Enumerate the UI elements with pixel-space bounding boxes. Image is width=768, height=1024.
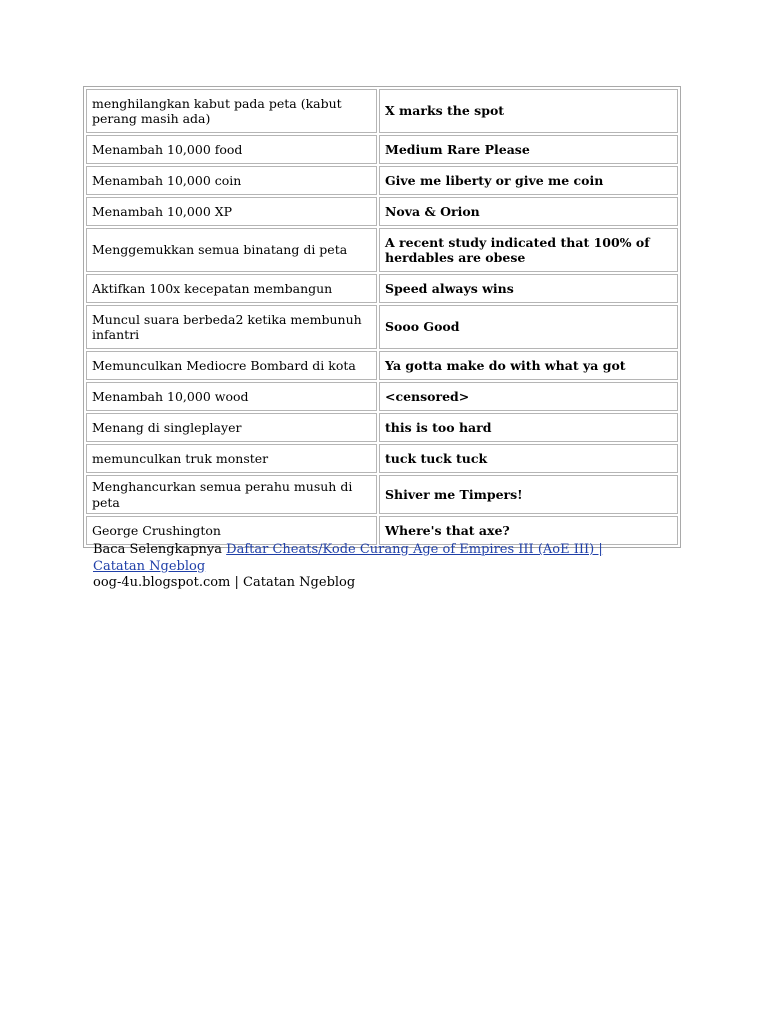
read-more-prefix: Baca Selengkapnya xyxy=(93,542,227,557)
cheat-description: memunculkan truk monster xyxy=(86,444,377,473)
cheat-description: Menggemukkan semua binatang di peta xyxy=(86,228,377,272)
cheat-description: George Crushington xyxy=(86,516,377,545)
cheat-description: Menambah 10,000 wood xyxy=(86,382,377,411)
cheat-description: Memunculkan Mediocre Bombard di kota xyxy=(86,351,377,380)
cheat-description: Aktifkan 100x kecepatan membangun xyxy=(86,274,377,303)
table-row xyxy=(86,305,678,349)
cheat-code: Speed always wins xyxy=(379,274,678,303)
table-row xyxy=(86,444,678,473)
source-article-link[interactable]: Daftar Cheats/Kode Curang Age of Empires III (AoE III) | Catatan Ngeblog xyxy=(93,542,603,574)
table-row xyxy=(86,135,678,164)
cheat-code: Where's that axe? xyxy=(379,516,678,545)
cheat-table xyxy=(83,86,681,548)
table-row xyxy=(86,475,678,514)
cheat-description: Menghancurkan semua perahu musuh di peta xyxy=(86,475,377,514)
table-row xyxy=(86,89,678,133)
table-row xyxy=(86,166,678,195)
cheat-description: menghilangkan kabut pada peta (kabut perang masih ada) xyxy=(86,89,377,133)
cheat-code: Give me liberty or give me coin xyxy=(379,166,678,195)
table-row xyxy=(86,516,678,545)
cheat-code: Nova & Orion xyxy=(379,197,678,226)
cheat-description: Menambah 10,000 coin xyxy=(86,166,377,195)
cheat-description: Muncul suara berbeda2 ketika membunuh infantri xyxy=(86,305,377,349)
cheat-code: this is too hard xyxy=(379,413,678,442)
cheat-description: Menambah 10,000 food xyxy=(86,135,377,164)
cheat-code: Shiver me Timpers! xyxy=(379,475,678,514)
cheat-code: X marks the spot xyxy=(379,89,678,133)
cheat-code: Ya gotta make do with what ya got xyxy=(379,351,678,380)
table-row xyxy=(86,413,678,442)
cheat-table-container xyxy=(83,86,681,548)
source-site-label: oog-4u.blogspot.com | Catatan Ngeblog xyxy=(93,575,356,590)
table-row xyxy=(86,197,678,226)
cheat-description: Menang di singleplayer xyxy=(86,413,377,442)
cheat-code: Sooo Good xyxy=(379,305,678,349)
cheat-code: tuck tuck tuck xyxy=(379,444,678,473)
cheat-code: A recent study indicated that 100% of herdables are obese xyxy=(379,228,678,272)
table-row xyxy=(86,228,678,272)
table-row xyxy=(86,274,678,303)
table-row xyxy=(86,382,678,411)
footer-attribution xyxy=(93,542,653,592)
table-row xyxy=(86,351,678,380)
cheat-code: Medium Rare Please xyxy=(379,135,678,164)
cheat-code: <censored> xyxy=(379,382,678,411)
cheat-description: Menambah 10,000 XP xyxy=(86,197,377,226)
read-more-line xyxy=(93,542,653,575)
